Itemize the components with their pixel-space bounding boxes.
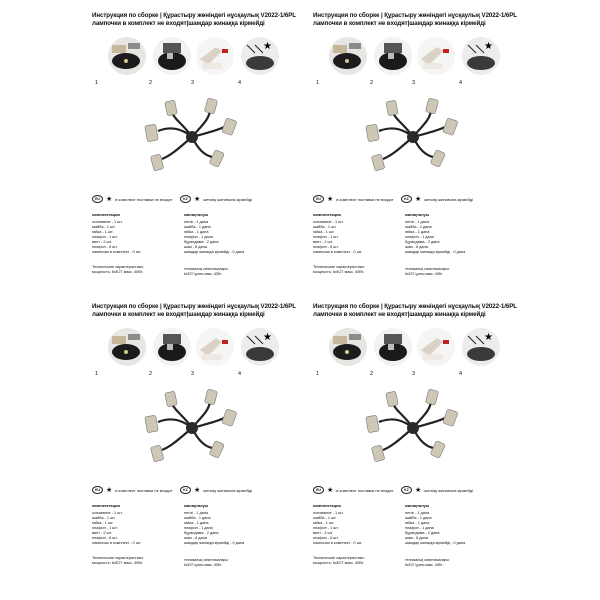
kit-row: винт - 2 шт. — [92, 531, 112, 535]
kit-row: лампочки в комплект - 0 шт. — [313, 250, 363, 254]
star-icon: ★ — [415, 486, 422, 494]
chandelier-illustration — [132, 97, 252, 179]
chandelier-illustration — [353, 388, 473, 470]
kit-row: шам - 6 дана — [184, 536, 207, 540]
kit-row: шам - 6 дана — [405, 536, 428, 540]
step-3-photo — [417, 328, 455, 366]
kit-row: лампочки в комплект - 0 шт. — [92, 250, 142, 254]
symbol-legend — [92, 486, 292, 496]
step-3-photo — [196, 37, 234, 75]
kit-row: бұрандама - 2 дана — [184, 531, 219, 535]
title-line-1: Инструкция по сборке | Құрастыру жөніндегі нұсқаулық V2022-1/6PL — [313, 303, 517, 310]
kit-row: шайба - 1 дана — [184, 516, 211, 520]
step-number: 1 — [316, 371, 320, 377]
kit-row: плафон - 1 шт. — [92, 526, 118, 530]
sheet-title — [92, 12, 296, 28]
legend-kz — [180, 195, 252, 203]
kit-row: шамдар жинаққа кірмейді - 0 дана — [184, 250, 245, 254]
step-number: 2 — [149, 80, 153, 86]
kit-row: шайба - 1 шт. — [313, 516, 337, 520]
step-2-photo — [374, 328, 412, 366]
specs-line: 6хE27 қуаты макс. 40Вт. — [184, 272, 222, 276]
kit-list-kz — [405, 503, 513, 546]
kit-list-kz — [184, 503, 292, 546]
step-1-photo — [329, 37, 367, 75]
kit-row: винт - 2 шт. — [313, 531, 333, 535]
svg-text:★: ★ — [263, 332, 272, 343]
kit-row: плафон - 6 шт. — [313, 536, 339, 540]
star-icon: ★ — [194, 195, 201, 203]
tech-specs-kz — [405, 558, 450, 568]
kit-row: плафон - 1 шт. — [313, 235, 339, 239]
legend-star — [313, 486, 394, 494]
step-number: 3 — [191, 80, 195, 86]
star-icon: ★ — [194, 486, 201, 494]
step-1-photo — [108, 37, 146, 75]
title-line-1: Инструкция по сборке | Құрастыру жөніндегі нұсқаулық V2022-1/6PL — [92, 303, 296, 310]
kit-row: негізі - 1 дана — [184, 511, 209, 515]
kit-header: жинақталуы — [184, 212, 209, 217]
title-line-1: Инструкция по сборке | Құрастыру жөніндегі нұсқаулық V2022-1/6PL — [92, 12, 296, 19]
kit-row: шамдар жинаққа кірмейді - 0 дана — [184, 541, 245, 545]
step-number: 4 — [238, 371, 242, 377]
eu-badge-icon: EU — [92, 486, 103, 494]
step-number: 2 — [370, 80, 374, 86]
step-number: 2 — [370, 371, 374, 377]
legend-kz-text: жеткізу жинағына кірмейді — [424, 196, 473, 202]
instruction-sheet — [313, 303, 517, 567]
kit-list-kz — [405, 212, 513, 255]
specs-line: мощность: 6хE27 макс. 40Вт. — [92, 561, 144, 565]
kz-badge-icon: KZ — [180, 195, 191, 203]
legend-star-text: в комплект поставки не входит — [336, 487, 394, 493]
kit-header: комплектация — [313, 212, 341, 217]
specs-line: 6хE27 қуаты макс. 40Вт. — [405, 563, 443, 567]
legend-kz-text: жеткізу жинағына кірмейді — [424, 487, 473, 493]
legend-kz-text: жеткізу жинағына кірмейді — [203, 487, 252, 493]
legend-star-text: в комплект поставки не входит — [115, 196, 173, 202]
specs-header: техникалық сипаттамалары: — [184, 267, 229, 271]
step-2-photo — [153, 37, 191, 75]
step-3-photo — [417, 37, 455, 75]
title-line-1: Инструкция по сборке | Құрастыру жөніндегі нұсқаулық V2022-1/6PL — [313, 12, 517, 19]
kit-row: негізі - 1 дана — [184, 220, 209, 224]
step-number: 4 — [459, 371, 463, 377]
kit-list-ru — [92, 212, 180, 255]
step-4-diagram — [241, 328, 279, 366]
specs-header: Технические характеристики: — [92, 556, 144, 560]
star-icon: ★ — [106, 486, 113, 494]
svg-text:★: ★ — [484, 332, 493, 343]
specs-line: 6хE27 қуаты макс. 40Вт. — [405, 272, 443, 276]
kit-header: жинақталуы — [405, 212, 430, 217]
star-icon: ★ — [106, 195, 113, 203]
kit-row: винт - 2 шт. — [92, 240, 112, 244]
star-icon: ★ — [327, 195, 334, 203]
specs-line: мощность: 6хE27 макс. 40Вт. — [313, 270, 365, 274]
kz-badge-icon: KZ — [401, 486, 412, 494]
kit-header: жинақталуы — [405, 503, 430, 508]
kit-list-ru — [313, 212, 401, 255]
sheet-title — [313, 12, 517, 28]
specs-line: мощность: 6хE27 макс. 40Вт. — [313, 561, 365, 565]
kit-row: гайка - 1 дана — [405, 230, 430, 234]
kit-row: бұрандама - 2 дана — [405, 531, 440, 535]
legend-star-text: в комплект поставки не входит — [115, 487, 173, 493]
title-line-2: лампочки в комплект не входят|шамдар жинаққа кірмейді — [313, 20, 486, 27]
title-line-2: лампочки в комплект не входят|шамдар жинаққа кірмейді — [313, 311, 486, 318]
kit-row: лампочки в комплект - 0 шт. — [313, 541, 363, 545]
tech-specs-kz — [405, 267, 450, 277]
kit-row: основание - 1 шт. — [313, 220, 344, 224]
tech-specs-kz — [184, 558, 229, 568]
legend-kz — [401, 486, 473, 494]
step-4-diagram — [241, 37, 279, 75]
kit-list-ru — [313, 503, 401, 546]
kit-row: гайка - 1 дана — [184, 230, 209, 234]
kit-row: плафон - 1 дана — [405, 235, 434, 239]
svg-text:★: ★ — [263, 41, 272, 52]
step-1-photo — [329, 328, 367, 366]
tech-specs-ru — [92, 265, 144, 275]
kit-row: бұрандама - 2 дана — [405, 240, 440, 244]
kit-row: гайка - 1 шт. — [92, 230, 114, 234]
specs-header: техникалық сипаттамалары: — [184, 558, 229, 562]
kit-row: шамдар жинаққа кірмейді - 0 дана — [405, 250, 466, 254]
kit-row: шам - 6 дана — [184, 245, 207, 249]
sheet-title — [92, 303, 296, 319]
kit-row: шайба - 1 дана — [405, 225, 432, 229]
chandelier-illustration — [353, 97, 473, 179]
assembly-steps — [313, 37, 513, 97]
title-line-2: лампочки в комплект не входят|шамдар жинаққа кірмейді — [92, 20, 265, 27]
kit-list-kz — [184, 212, 292, 255]
specs-header: техникалық сипаттамалары: — [405, 267, 450, 271]
specs-header: техникалық сипаттамалары: — [405, 558, 450, 562]
step-number: 2 — [149, 371, 153, 377]
kit-row: гайка - 1 дана — [184, 521, 209, 525]
tech-specs-kz — [184, 267, 229, 277]
symbol-legend — [92, 195, 292, 205]
step-number: 1 — [95, 371, 99, 377]
kit-row: негізі - 1 дана — [405, 511, 430, 515]
specs-line: мощность: 6хE27 макс. 40Вт. — [92, 270, 144, 274]
assembly-steps — [313, 328, 513, 388]
legend-kz-text: жеткізу жинағына кірмейді — [203, 196, 252, 202]
kit-row: шайба - 1 шт. — [313, 225, 337, 229]
step-4-diagram — [462, 37, 500, 75]
kit-row: плафон - 1 дана — [184, 235, 213, 239]
step-number: 1 — [316, 80, 320, 86]
tech-specs-ru — [313, 556, 365, 566]
legend-star — [92, 486, 173, 494]
step-4-diagram — [462, 328, 500, 366]
instruction-sheet — [92, 12, 296, 276]
eu-badge-icon: EU — [313, 486, 324, 494]
kz-badge-icon: KZ — [401, 195, 412, 203]
star-icon: ★ — [327, 486, 334, 494]
tech-specs-ru — [92, 556, 144, 566]
step-2-photo — [374, 37, 412, 75]
step-3-photo — [196, 328, 234, 366]
step-2-photo — [153, 328, 191, 366]
step-number: 3 — [191, 371, 195, 377]
tech-specs-ru — [313, 265, 365, 275]
title-line-2: лампочки в комплект не входят|шамдар жинаққа кірмейді — [92, 311, 265, 318]
symbol-legend — [313, 486, 513, 496]
assembly-steps — [92, 37, 292, 97]
kit-row: гайка - 1 дана — [405, 521, 430, 525]
kit-row: шам - 6 дана — [405, 245, 428, 249]
step-number: 1 — [95, 80, 99, 86]
kit-row: плафон - 1 шт. — [313, 526, 339, 530]
kit-row: плафон - 6 шт. — [313, 245, 339, 249]
specs-header: Технические характеристики: — [313, 265, 365, 269]
kit-row: плафон - 6 шт. — [92, 245, 118, 249]
step-1-photo — [108, 328, 146, 366]
kit-row: гайка - 1 шт. — [92, 521, 114, 525]
kit-row: шамдар жинаққа кірмейді - 0 дана — [405, 541, 466, 545]
kit-row: плафон - 1 дана — [405, 526, 434, 530]
kit-row: негізі - 1 дана — [405, 220, 430, 224]
kit-row: бұрандама - 2 дана — [184, 240, 219, 244]
sheet-title — [313, 303, 517, 319]
specs-header: Технические характеристики: — [313, 556, 365, 560]
kit-row: плафон - 1 шт. — [92, 235, 118, 239]
specs-header: Технические характеристики: — [92, 265, 144, 269]
legend-star — [92, 195, 173, 203]
assembly-steps — [92, 328, 292, 388]
step-number: 4 — [238, 80, 242, 86]
step-number: 3 — [412, 80, 416, 86]
kit-row: основание - 1 шт. — [313, 511, 344, 515]
kit-header: комплектация — [92, 212, 120, 217]
star-icon: ★ — [415, 195, 422, 203]
kit-list-ru — [92, 503, 180, 546]
kit-row: основание - 1 шт. — [92, 220, 123, 224]
legend-kz — [401, 195, 473, 203]
kit-row: плафон - 6 шт. — [92, 536, 118, 540]
eu-badge-icon: EU — [92, 195, 103, 203]
kit-row: шайба - 1 шт. — [92, 225, 116, 229]
symbol-legend — [313, 195, 513, 205]
kz-badge-icon: KZ — [180, 486, 191, 494]
step-number: 3 — [412, 371, 416, 377]
legend-star — [313, 195, 394, 203]
svg-text:★: ★ — [484, 41, 493, 52]
instruction-sheet — [313, 12, 517, 276]
chandelier-illustration — [132, 388, 252, 470]
kit-row: шайба - 1 шт. — [92, 516, 116, 520]
step-number: 4 — [459, 80, 463, 86]
legend-kz — [180, 486, 252, 494]
legend-star-text: в комплект поставки не входит — [336, 196, 394, 202]
kit-row: плафон - 1 дана — [184, 526, 213, 530]
kit-header: комплектация — [313, 503, 341, 508]
kit-row: шайба - 1 дана — [405, 516, 432, 520]
kit-row: лампочки в комплект - 0 шт. — [92, 541, 142, 545]
instruction-sheet — [92, 303, 296, 567]
eu-badge-icon: EU — [313, 195, 324, 203]
kit-row: основание - 1 шт. — [92, 511, 123, 515]
kit-row: шайба - 1 дана — [184, 225, 211, 229]
kit-header: жинақталуы — [184, 503, 209, 508]
kit-row: винт - 2 шт. — [313, 240, 333, 244]
specs-line: 6хE27 қуаты макс. 40Вт. — [184, 563, 222, 567]
kit-row: гайка - 1 шт. — [313, 230, 335, 234]
kit-header: комплектация — [92, 503, 120, 508]
kit-row: гайка - 1 шт. — [313, 521, 335, 525]
